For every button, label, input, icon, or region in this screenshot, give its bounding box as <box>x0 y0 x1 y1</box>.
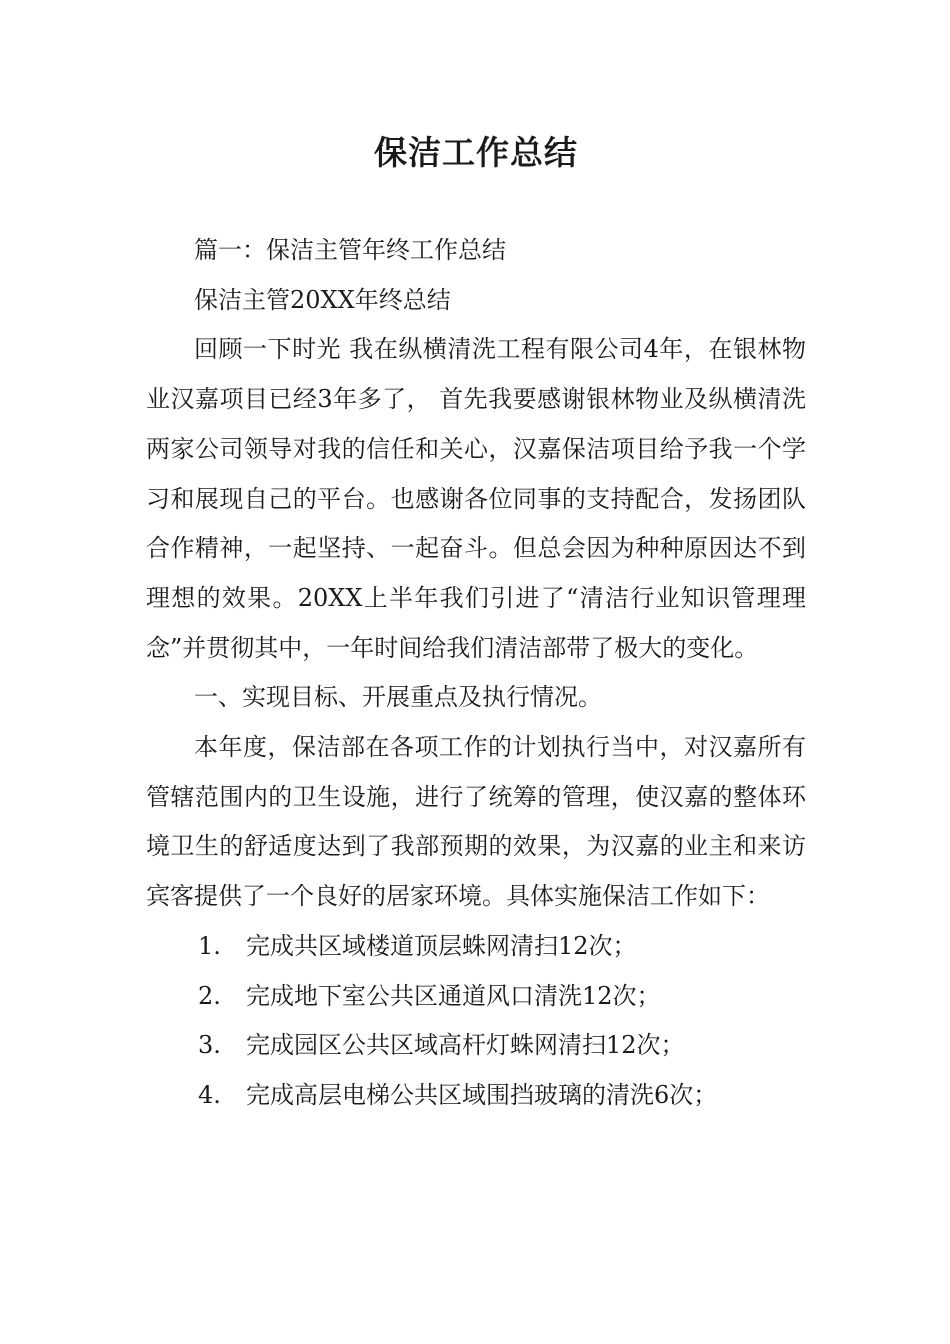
list-text: 完成高层电梯公共区域围挡玻璃的清洗6次； <box>246 1080 718 1109</box>
list-number: 2. <box>198 981 221 1010</box>
body-paragraph: 本年度，保洁部在各项工作的计划执行当中，对汉嘉所有管辖范围内的卫生设施，进行了统筹的管理，使汉嘉的整体环境卫生的舒适度达到了我部预期的效果，为汉嘉的业主和来访宾客提供了一个良好的居家环境。具体实施保洁工作如下： <box>146 733 806 911</box>
subtitle: 保洁主管20XX年终总结 <box>194 285 451 314</box>
list-text: 完成园区公共区域高杆灯蛛网清扫12次； <box>246 1031 685 1060</box>
list-item <box>146 1021 806 1071</box>
intro-paragraph: 回顾一下时光 我在纵横清洗工程有限公司4年，在银林物业汉嘉项目已经3年多了， 首先我要感谢银林物业及纵横清洗两家公司领导对我的信任和关心，汉嘉保洁项目给予我一个学习和展现自己的平台。也感谢各位同事的支持配合，发扬团队合作精神，一起坚持、一起奋斗。但总会因为种种原因达不到理想的效果。20XX上半年我们引进了“清洁行业知识管理理念”并贯彻其中，一年时间给我们清洁部带了极大的变化。 <box>146 335 806 662</box>
list-text: 完成共区域楼道顶层蛛网清扫12次； <box>246 931 637 960</box>
list-number: 1. <box>198 931 221 960</box>
list-item <box>146 922 806 972</box>
subsection-heading: 一、实现目标、开展重点及执行情况。 <box>194 683 602 712</box>
document-body <box>146 226 806 1121</box>
list-text: 完成地下室公共区通道风口清洗12次； <box>246 981 661 1010</box>
list-item <box>146 972 806 1022</box>
document-title: 保洁工作总结 <box>374 133 578 172</box>
list-number: 4. <box>198 1080 221 1109</box>
list-number: 3. <box>198 1031 221 1060</box>
section-heading: 篇一：保洁主管年终工作总结 <box>194 236 506 264</box>
list-item <box>146 1071 806 1121</box>
